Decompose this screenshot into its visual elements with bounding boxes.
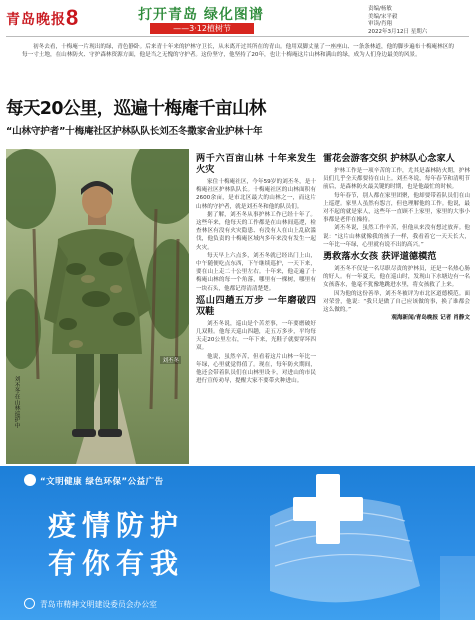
- section-title: 巡山四趟五万步 一年磨破四双鞋: [196, 294, 316, 317]
- meta-reviewer: 审读/肖翔: [368, 21, 392, 27]
- section-title: 雷花会游客交织 护林队心念家人: [323, 153, 455, 164]
- paragraph: 护林工作是一项辛苦的工作，尤其是森林防火期，护林员们几乎全天都要待在山上。刘丕冬说，每年春节和清明节前后，是森林防火最关键的时期，也是他最忙的时候。: [323, 168, 470, 191]
- psa-label-icon: [24, 474, 36, 486]
- article-intro: 初冬去看，十梅庵一片现出的绿，青色静卧。后来青十年来的护林守卫长，从未离开过其所在的青山。他用双脚丈量了一座座山、一条条林道，他的脚步遍布十梅庵林区的每一寸土地，在山林防火、守护森林资源方面，他是当之无愧的守护者。这份坚守，他坚持了20年，也让十梅庵这片山林和满山的绿，成为人们身边最美的风景。: [22, 44, 454, 59]
- meta-date: 2022年3月12日 星期六: [368, 28, 428, 35]
- civilization-logo-icon: [24, 598, 35, 609]
- section-title: 勇救落水女孩 获评道德模范: [323, 251, 437, 263]
- paragraph: 因为他的这份善举，刘丕冬被评为市北区道德模范。面对荣誉，他说：“我只是做了自己应该做的事，换了谁都会这么做的。”: [323, 290, 470, 314]
- masthead-divider: [6, 36, 469, 37]
- meta-designer: 美编/宋平毅: [368, 13, 398, 20]
- paragraph: 刘丕冬不仅是一名尽职尽责的护林员，还是一名热心肠的好人。有一年夏天，他在巡山时，发现山下水塘边有一名女孩落水，他毫不犹豫地跳进水里，将女孩救了上来。: [323, 266, 470, 289]
- photo-credit: 刘丕冬: [162, 358, 179, 364]
- paragraph: 每年春节，别人都在家里团聚，他却要带着队员们在山上巡逻。家里人虽然有怨言，但也理解他的工作。他说，最对不起的就是家人，这些年一直顾不上家里，家里的大事小事都是老伴在操持。: [323, 192, 470, 224]
- section-title: 两千六百亩山林 十年来发生火灾: [196, 153, 316, 175]
- paragraph: 刘丕冬说，巡山是个苦差事，一年要磨破好几双鞋。他每天巡山四趟，走五万多步，平均每天走20公里左右，一年下来，光鞋子就要穿坏四双。: [196, 320, 316, 352]
- ranger-photo: [6, 149, 189, 464]
- page-number: 8: [66, 5, 79, 30]
- article-column-2: [323, 151, 470, 322]
- page-meta: [368, 6, 427, 36]
- section-banner-title: 打开青岛 绿化图谱: [138, 7, 264, 23]
- photo-caption: 刘丕冬在山林巡护中: [13, 376, 19, 429]
- meta-editor: 责编/杨敏: [368, 6, 392, 12]
- section-banner: [112, 4, 290, 34]
- psa-title-line2: 有你有我: [48, 547, 185, 580]
- paragraph: 家住十梅庵社区，今年59岁的刘丕冬，是十梅庵社区护林队队长。十梅庵社区的山林面积有2600余亩，是市北区最大的山林之一，而这片山林的守护者，就是刘丕冬和他的队员们。: [196, 179, 316, 210]
- psa-footer: 青岛市精神文明建设委员会办公室: [40, 600, 157, 609]
- psa-banner: [0, 466, 475, 620]
- ranger-photo-illustration: [6, 149, 189, 464]
- paragraph: 他说，虽然辛苦，但看着这片山林一年比一年绿，心里就觉得值了。现在，每年防火期间，他还会带着队员们在山林里设卡，对进山的市民进行宣传劝导，提醒大家不要带火种进山。: [196, 353, 316, 385]
- article-column-1: [196, 151, 316, 385]
- paragraph: 据了解，刘丕冬从事护林工作已经十年了。这些年来，他每天的工作都是在山林间巡逻，检查林区有没有火灾隐患、有没有人在山上乱砍滥伐，他负责的十梅庵区域内多年来没有发生一起火灾。: [196, 211, 316, 251]
- article-subhead: “山林守护者”十梅庵社区护林队队长刘丕冬撒家舍业护林十年: [6, 126, 263, 137]
- paragraph: 每天早上六点多，刘丕冬就已经出门上山，中午随便吃点东西，下午继续巡护，一天下来，要在山上走二十公里左右。十年来，他走遍了十梅庵山林的每一个角落，哪里有一棵树，哪里有一块石头，他都记得清清楚楚。: [196, 252, 316, 292]
- article-byline: 观海新闻/青岛晚报 记者 肖静文: [391, 315, 470, 322]
- section-banner-subtitle: ——3·12植树节: [150, 23, 254, 34]
- newspaper-brand: 青岛晚报: [6, 12, 66, 28]
- masthead: [0, 0, 475, 36]
- article-headline: 每天20公里，巡遍十梅庵千亩山林: [6, 99, 266, 119]
- paragraph: 刘丕冬说，虽然工作辛苦，但他从来没有想过放弃。他说：“这片山林就像我的孩子一样，我看着它一天天长大，一年比一年绿，心里就有说不出的高兴。”: [323, 225, 470, 248]
- psa-title-line1: 疫情防护: [48, 509, 185, 542]
- psa-label: “文明健康 绿色环保”公益广告: [40, 477, 164, 487]
